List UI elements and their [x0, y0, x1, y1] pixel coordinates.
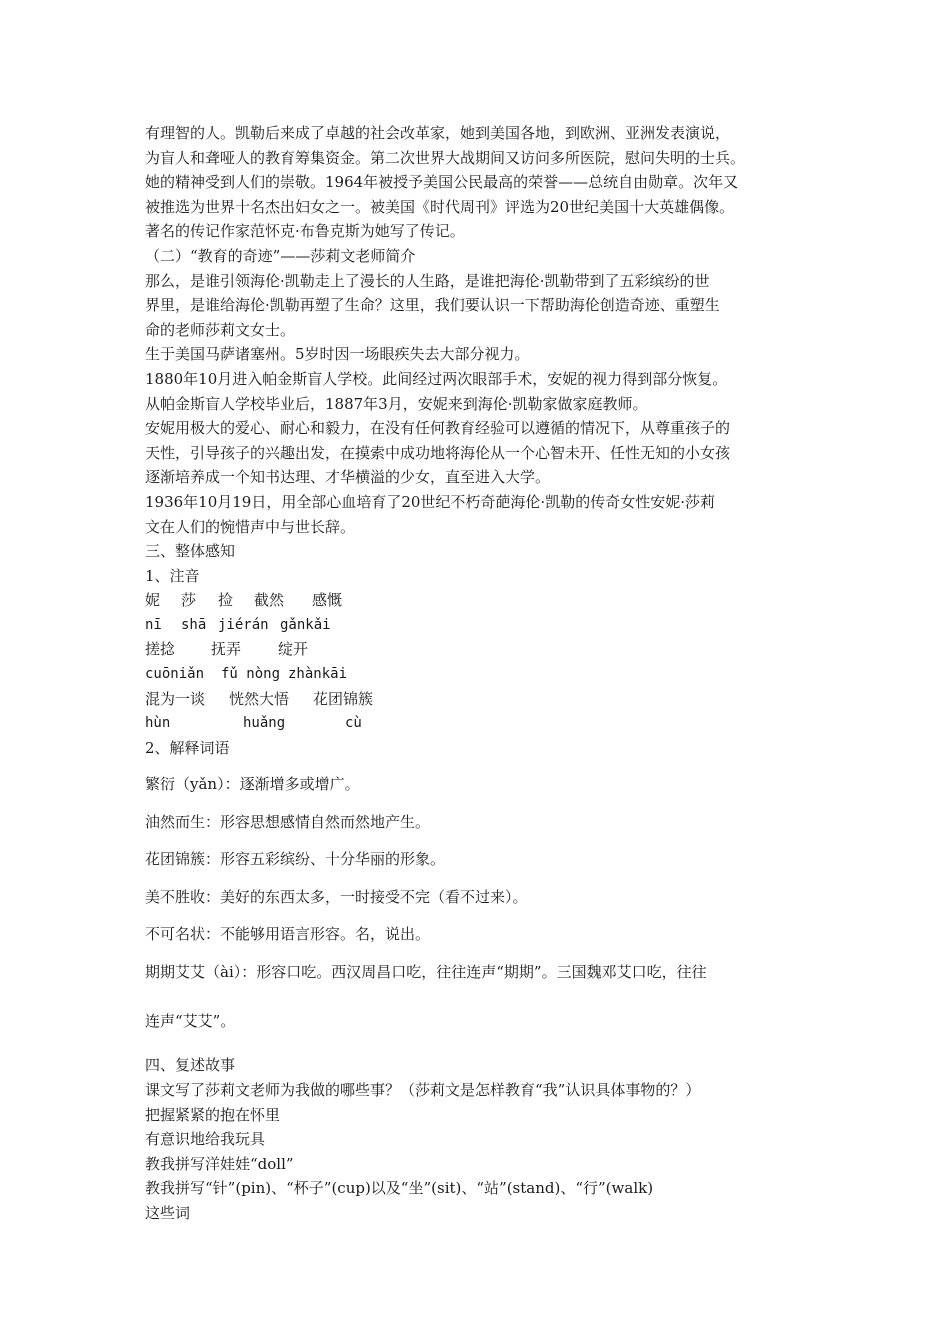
phonetic-chars-row [145, 588, 815, 613]
text-line: 教我拼写“针”(pin)、“杯子”(cup)以及“坐”(sit)、“站”(stand)、“行”(walk) [145, 1179, 654, 1198]
pinyin: hùn [145, 715, 171, 732]
text-line: 从帕金斯盲人学校毕业后，1887年3月，安妮来到海伦·凯勒家做家庭教师。 [145, 394, 648, 413]
phonetic-char: 感慨 [312, 591, 343, 610]
text-line: 有理智的人。凯勒后来成了卓越的社会改革家，她到美国各地，到欧洲、亚洲发表演说， [145, 124, 731, 142]
phonetic-chars-row [145, 687, 815, 712]
pinyin: cù [345, 715, 362, 732]
pinyin: zhànkāi [288, 666, 348, 683]
text-line: 命的老师莎莉文女士。 [145, 320, 296, 339]
text-line: 天性，引导孩子的兴趣出发，在摸索中成功地将海伦从一个心智未开、任性无知的小女孩 [145, 443, 731, 462]
section-heading-retell: 四、复述故事 [145, 1056, 236, 1075]
text-line: 1880年10月进入帕金斯盲人学校。此间经过两次眼部手术，安妮的视力得到部分恢复。 [145, 369, 728, 388]
text-line: 1936年10月19日，用全部心血培育了20世纪不朽奇葩海伦·凯勒的传奇女性安妮·莎莉 [145, 492, 715, 511]
pinyin: nī [145, 616, 162, 633]
phonetic-heading: 1、注音 [145, 566, 200, 585]
phonetic-pinyin-row [145, 662, 815, 687]
vocab-entry: 美不胜收：美好的东西太多，一时接受不完（看不过来）。 [145, 887, 528, 906]
text-line: 教我拼写洋娃娃“doll” [145, 1154, 294, 1173]
phonetic-char: 恍然大悟 [229, 689, 290, 708]
phonetic-char: 搓捻 [145, 640, 176, 659]
vocab-entry-tail: 连声“艾艾”。 [145, 1012, 236, 1031]
phonetic-char: 绽开 [278, 640, 309, 659]
phonetic-chars-row [145, 637, 815, 662]
text-line: 课文写了莎莉文老师为我做的哪些事？（莎莉文是怎样教育“我”认识具体事物的？） [145, 1081, 701, 1100]
vocab-entry: 期期艾艾（ài）：形容口吃。西汉周昌口吃，往往连声“期期”。三国魏邓艾口吃，往往 [145, 962, 707, 981]
phonetic-pinyin-row [145, 613, 815, 638]
text-line: 那么，是谁引领海伦·凯勒走上了漫长的人生路，是谁把海伦·凯勒带到了五彩缤纷的世 [145, 271, 710, 290]
phonetic-pinyin-row [145, 711, 815, 736]
section-heading-overall: 三、整体感知 [145, 542, 236, 561]
intro-paragraph [145, 121, 815, 244]
pinyin: jiérán [218, 616, 269, 633]
pinyin: gǎnkǎi [280, 616, 331, 633]
section-heading-teacher-intro: （二）“教育的奇迹”——莎莉文老师简介 [145, 246, 416, 265]
vocab-heading: 2、解释词语 [145, 738, 230, 757]
retell-lines [145, 1078, 815, 1226]
phonetic-char: 莎 [181, 591, 197, 610]
text-line: 被推选为世界十名杰出妇女之一。被美国《时代周刊》评选为20世纪美国十大英雄偶像。 [145, 197, 735, 216]
text-line: 她的精神受到人们的崇敬。1964年被授予美国公民最高的荣誉——总统自由勋章。次年又 [145, 173, 739, 192]
text-line: 生于美国马萨诸塞州。5岁时因一场眼疾失去大部分视力。 [145, 345, 530, 364]
text-line: 著名的传记作家范怀克·布鲁克斯为她写了传记。 [145, 222, 465, 241]
text-line: 为盲人和聋哑人的教育筹集资金。第二次世界大战期间又访问多所医院，慰问失明的士兵。 [145, 148, 746, 167]
pinyin: cuōniǎn [145, 666, 205, 683]
phonetic-char: 花团锦簇 [313, 689, 374, 708]
vocab-list [145, 760, 815, 1043]
text-line: 安妮用极大的爱心、耐心和毅力，在没有任何教育经验可以遵循的情况下，从尊重孩子的 [145, 419, 731, 438]
pinyin: shā [181, 616, 207, 633]
vocab-entry: 不可名状：不能够用语言形容。名，说出。 [145, 925, 431, 944]
phonetic-char: 妮 [145, 591, 161, 610]
pinyin: fǔ nòng [221, 666, 281, 683]
text-line: 这些词 [145, 1204, 191, 1222]
phonetic-char: 混为一谈 [145, 689, 206, 708]
phonetic-char: 抚弄 [211, 640, 242, 659]
text-line: 有意识地给我玩具 [145, 1130, 266, 1149]
pinyin: huǎng [243, 715, 286, 732]
teacher-intro-paragraphs [145, 269, 815, 540]
phonetic-char: 捡 [218, 591, 234, 610]
vocab-entry: 花团锦簇：形容五彩缤纷、十分华丽的形象。 [145, 850, 446, 869]
text-line: 界里，是谁给海伦·凯勒再塑了生命？这里，我们要认识一下帮助海伦创造奇迹、重塑生 [145, 296, 720, 315]
text-line: 文在人们的惋惜声中与世长辞。 [145, 517, 356, 536]
vocab-entry: 油然而生：形容思想感情自然而然地产生。 [145, 812, 431, 831]
phonetic-char: 截然 [254, 591, 285, 610]
text-line: 逐渐培养成一个知书达理、才华横溢的少女，直至进入大学。 [145, 468, 551, 487]
text-line: 把握紧紧的抱在怀里 [145, 1105, 281, 1124]
document-page [145, 121, 815, 1226]
vocab-entry: 繁衍（yǎn）：逐渐增多或增广。 [145, 775, 360, 794]
